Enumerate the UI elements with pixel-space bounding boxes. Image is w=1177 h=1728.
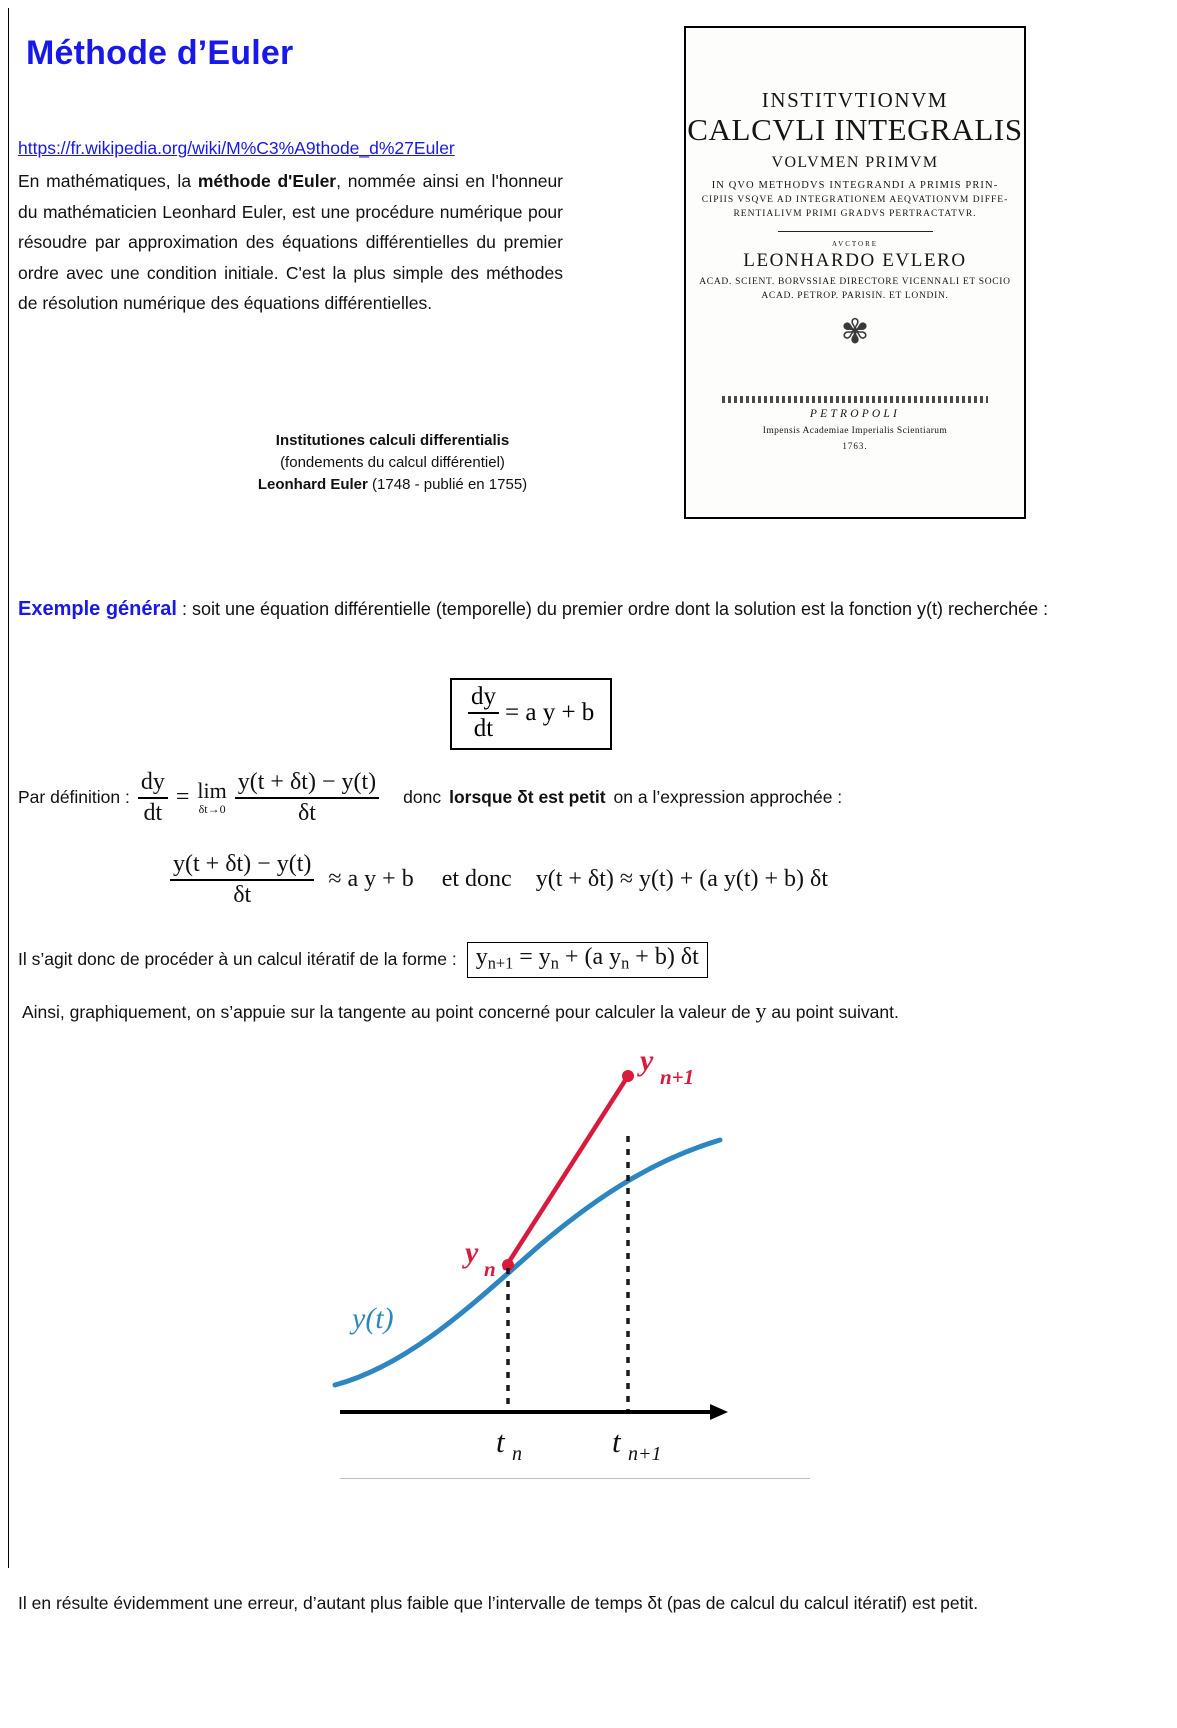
- book-caption: [120, 430, 665, 496]
- rec-sub3: n: [621, 953, 630, 973]
- decorative-wave-rule: [722, 396, 988, 403]
- rec-y1: y: [475, 944, 488, 970]
- euler-tangent-graph: [300, 1040, 760, 1460]
- rec-sub2: n: [550, 953, 559, 973]
- def-den: dt: [143, 799, 163, 826]
- book-subtitle-3: RENTIALIVM PRIMI GRADVS PERTRACTATVR.: [733, 209, 977, 219]
- book-title-main: CALCVLI INTEGRALIS: [687, 112, 1023, 147]
- iterative-label: Il s’agit donc de procéder à un calcul itératif de la forme :: [18, 949, 457, 970]
- book-auctore-label: AVCTORE: [831, 240, 879, 248]
- iterative-row: [18, 942, 1158, 978]
- caption-author: Leonhard Euler: [257, 476, 368, 493]
- book-year: 1763.: [842, 441, 868, 451]
- example-heading-text: : soit une équation différentielle (temporelle) du premier ordre dont la solution est la fonction y(t) recherchée :: [176, 599, 1049, 619]
- main-equation-box: [450, 678, 612, 750]
- graph-svg: [300, 1040, 760, 1460]
- book-place: PETROPOLI: [809, 408, 901, 420]
- rec-tail: + b) δt: [629, 944, 699, 970]
- definition-equals: =: [175, 784, 190, 811]
- example-heading-accent: Exemple général: [18, 598, 177, 620]
- limit-word: lim: [197, 778, 227, 804]
- label-curve: y(t): [352, 1302, 394, 1335]
- fraction-denominator: dt: [473, 714, 494, 742]
- book-subtitle-1: IN QVO METHODVS INTEGRANDI A PRIMIS PRIN-: [711, 180, 999, 191]
- ainsi-text: Ainsi, graphiquement, on s’appuie sur la tangente au point concerné pour calculer la valeur de: [22, 1002, 756, 1022]
- solution-curve: [335, 1140, 720, 1385]
- approx-bar: [170, 879, 314, 881]
- label-yn: y: [465, 1236, 479, 1269]
- definition-label: Par définition :: [18, 787, 130, 808]
- caption-dates: (1748 - publié en 1755): [367, 476, 528, 493]
- approx-sign-text: ≈ a y + b: [328, 866, 414, 893]
- label-yn1: y: [640, 1044, 654, 1077]
- intro-part2: , nommée ainsi en l'honneur du mathématicien Leonhard Euler, est une procédure numérique pour résoudre par approximation des équations différentielles du premier ordre avec une condition initiale. C'est la plus simple des méthodes de résolution numérique des équations différentielles.: [18, 171, 564, 313]
- main-equation-rhs: = a y + b: [505, 699, 595, 727]
- closing-paragraph: Il en résulte évidemment une erreur, d’autant plus faible que l’intervalle de temps δt (pas de calcul du calcul itératif) est petit.: [18, 1593, 979, 1613]
- definition-row: [18, 770, 1158, 826]
- quotient-numerator: y(t + δt) − y(t): [237, 769, 377, 795]
- fraction-numerator: dy: [471, 683, 496, 710]
- floral-ornament-icon: ✾: [840, 314, 870, 351]
- intro-bold: méthode d'Euler: [197, 171, 337, 191]
- approximation-row: [170, 852, 1070, 908]
- book-subtitle-2: CIPIIS VSQVE AD INTEGRATIONEM AEQVATIONVM DIFFE-: [701, 195, 1009, 205]
- caption-line-2: (fondements du calcul différentiel): [280, 454, 505, 471]
- limit-subscript: δt→0: [198, 802, 226, 817]
- point-yn1: [622, 1070, 634, 1082]
- donc-text: donc: [403, 787, 442, 808]
- tangent-line: [505, 1076, 628, 1268]
- ainsi-tail: au point suivant.: [766, 1002, 899, 1022]
- graph-labels: [349, 1044, 694, 1460]
- book-title-small: INSTITVTIONVM: [761, 88, 949, 112]
- page-left-border: [8, 8, 9, 1568]
- approx-result: y(t + δt) ≈ y(t) + (a y(t) + b) δt: [535, 866, 829, 893]
- def-num: dy: [140, 769, 165, 795]
- wikipedia-link[interactable]: https://fr.wikipedia.org/wiki/M%C3%A9thode_d%27Euler: [18, 138, 455, 158]
- intro-part1: En mathématiques, la: [18, 171, 198, 191]
- et-donc-text: et donc: [441, 866, 512, 893]
- fraction-bar: [468, 712, 499, 714]
- axis-arrow-icon: [710, 1404, 728, 1420]
- label-yn-sub: n: [484, 1257, 496, 1281]
- limit-operator: [197, 780, 226, 815]
- book-imprint: Impensis Academiae Imperialis Scientiarum: [762, 426, 948, 436]
- approx-den: δt: [233, 881, 252, 908]
- bottom-divider: [340, 1478, 810, 1479]
- intro-paragraph: [18, 166, 563, 319]
- def-bar: [138, 797, 168, 799]
- quotient-denominator: δt: [297, 799, 316, 826]
- rec-sub1: n+1: [487, 953, 514, 973]
- rec-y2: = y: [513, 944, 551, 970]
- book-affiliation-2: ACAD. PETROP. PARISIN. ET LONDIN.: [761, 291, 949, 301]
- label-tn: t: [496, 1424, 505, 1459]
- label-yn1-sub: n+1: [660, 1065, 695, 1089]
- example-heading: [18, 594, 1158, 624]
- book-volume: VOLVMEN PRIMVM: [771, 154, 939, 171]
- book-cover-image: [684, 26, 1026, 519]
- recurrence-formula-box: [467, 942, 708, 978]
- ainsi-line: [22, 998, 1162, 1024]
- label-tn-sub: n: [512, 1443, 522, 1460]
- caption-line-1: Institutiones calculi differentialis: [275, 432, 510, 449]
- expression-tail: on a l’expression approchée :: [613, 787, 843, 808]
- quotient-bar: [235, 797, 379, 799]
- page-title: Méthode d’Euler: [26, 34, 294, 72]
- label-tn1: t: [612, 1424, 621, 1459]
- book-affiliation-1: ACAD. SCIENT. BORVSSIAE DIRECTORE VICENNALI ET SOCIO: [699, 277, 1011, 287]
- rec-y3: + (a y: [558, 944, 622, 970]
- petit-bold: lorsque δt est petit: [449, 787, 606, 808]
- ainsi-y-symbol: y: [755, 998, 767, 1023]
- label-tn1-sub: n+1: [628, 1443, 662, 1460]
- dy-dt-fraction: [468, 684, 499, 742]
- approx-quotient: [170, 852, 314, 908]
- book-author: LEONHARDO EVLERO: [743, 250, 967, 271]
- approx-num: y(t + δt) − y(t): [173, 851, 312, 877]
- definition-dy-dt: [138, 770, 168, 826]
- difference-quotient: [235, 770, 379, 826]
- book-divider: [778, 231, 933, 232]
